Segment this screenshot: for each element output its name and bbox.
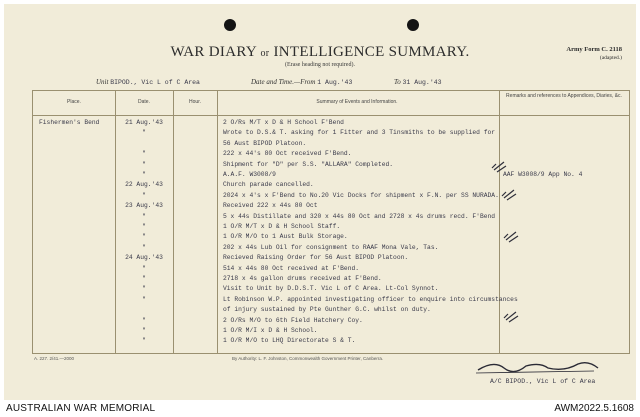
diary-row: [33, 306, 629, 316]
diary-table: [32, 90, 630, 354]
form-label: Army Form C. 2118: [566, 46, 622, 53]
diary-row: [33, 150, 629, 160]
title-war-diary: WAR DIARY: [170, 44, 257, 60]
army-form-number: [566, 46, 622, 62]
entry-date: ": [142, 285, 146, 293]
diary-row: [33, 244, 629, 254]
entry-summary: 1 O/R M/O to 1 Aust Bulk Storage.: [223, 233, 348, 241]
diary-row: [33, 254, 629, 264]
entry-summary: 2024 x 4's x F'Bend to No.20 Vic Docks for shipment x F.N. per SS NURADA.: [223, 191, 499, 199]
entry-date: ": [142, 129, 146, 137]
entry-date: 24 Aug.'43: [125, 254, 163, 262]
entry-date: ": [142, 233, 146, 241]
header-place: Place.: [67, 99, 81, 105]
entry-date: ": [142, 160, 146, 168]
diary-row: [33, 223, 629, 233]
unit-value: BIPOD., Vic L of C Area: [110, 79, 200, 86]
diary-row: [33, 129, 629, 139]
entry-date: 23 Aug.'43: [125, 202, 163, 210]
entry-summary: Shipment for "D" per S.S. "ALLARA" Completed.: [223, 160, 394, 168]
diary-row: [33, 213, 629, 223]
entry-summary: 1 O/R M/I x D & H School.: [223, 327, 318, 334]
unit-label: Unit: [96, 78, 109, 86]
entry-summary: 1 O/R M/O to LHQ Directorate S & T.: [223, 337, 356, 345]
tick-mark-icon: [491, 161, 507, 173]
archive-caption-bar: [0, 401, 640, 417]
document-subtitle: (Erase heading not required).: [285, 62, 355, 68]
document-title: [4, 44, 636, 61]
title-or: or: [260, 48, 270, 59]
entry-summary: 1 O/R M/T x D & H School Staff.: [223, 223, 341, 230]
entry-place: Fishermen's Bend: [39, 119, 100, 126]
entry-date: ": [142, 264, 146, 272]
diary-row: [33, 275, 629, 285]
diary-row: [33, 119, 629, 129]
diary-row: [33, 140, 629, 150]
entry-date: ": [142, 275, 146, 282]
diary-row: [33, 171, 629, 181]
entry-date: ": [142, 212, 146, 220]
entry-summary: 2718 x 4s gallon drums received at F'Bend.: [223, 275, 382, 282]
entry-date: ": [142, 337, 146, 345]
date-to-value: 31 Aug.'43: [402, 79, 442, 86]
archive-name: AUSTRALIAN WAR MEMORIAL: [6, 403, 156, 414]
entry-date: ": [142, 327, 146, 334]
date-line: [251, 78, 352, 86]
entry-summary: 5 x 44s Distillate and 320 x 44s 80 Oct and 2728 x 4s drums recd. F'Bend: [223, 212, 496, 220]
entry-date: ": [142, 316, 146, 324]
tick-mark-icon: [503, 231, 519, 243]
tick-mark-icon: [503, 311, 519, 323]
form-sub: (adapted.): [599, 55, 622, 61]
entry-summary: 2 O/Rs M/T x D & H School F'Bend: [223, 119, 344, 126]
entry-summary: 202 x 44s Lub Oil for consignment to RAAF Mona Vale, Tas.: [223, 243, 439, 251]
date-from-label: Date and Time.—From: [251, 78, 316, 86]
date-from-value: 1 Aug.'43: [317, 79, 353, 86]
entry-date: ": [142, 171, 146, 178]
footer-form-code: A. 227. 2/41.—2000: [34, 356, 75, 361]
punch-hole-left: [224, 19, 236, 31]
entry-summary: 56 Aust BIPOD Platoon.: [223, 139, 307, 147]
header-hour: Hour.: [189, 99, 201, 105]
header-remarks: Remarks and references to Appendices, Diaries, &c.: [506, 93, 622, 99]
diary-row: [33, 296, 629, 306]
tick-mark-icon: [501, 189, 517, 201]
entry-summary: Lt Robinson W.P. appointed investigating officer to enquire into circumstances: [223, 295, 518, 303]
table-header: [33, 91, 629, 116]
entry-summary: 2 O/Rs M/O to 6th Field Hatchery Coy.: [223, 316, 363, 324]
signature-title: A/C BIPOD., Vic L of C Area: [490, 378, 596, 385]
entry-summary: Wrote to D.S.& T. asking for 1 Fitter and 3 Tinsmiths to be supplied for: [223, 129, 496, 137]
footer-printer: By Authority: L. F. Johnston, Commonwealth Government Printer, Canberra.: [232, 356, 384, 361]
entry-summary: Church parade cancelled.: [223, 181, 314, 189]
entry-summary: 222 x 44's 80 Oct received F'Bend.: [223, 150, 352, 158]
header-date: Date.: [138, 99, 150, 105]
entry-date: ": [142, 191, 146, 199]
diary-row: [33, 202, 629, 212]
diary-row: [33, 192, 629, 202]
diary-row: [33, 181, 629, 191]
entry-date: ": [142, 295, 146, 303]
diary-row: [33, 233, 629, 243]
entry-date: 22 Aug.'43: [125, 181, 163, 189]
entry-summary: 514 x 44s 80 Oct received at F'Bend.: [223, 264, 360, 272]
entry-date: 21 Aug.'43: [125, 119, 163, 126]
diary-row: [33, 265, 629, 275]
diary-row: [33, 161, 629, 171]
archive-reference: AWM2022.5.1608: [554, 403, 634, 414]
entry-date: ": [142, 243, 146, 251]
diary-row: [33, 327, 629, 337]
punch-hole-right: [407, 19, 419, 31]
diary-row: [33, 337, 629, 347]
entry-summary: of injury sustained by Pte Gunther G.C. whilst on duty.: [223, 306, 431, 314]
entry-summary: Recieved Raising Order for 56 Aust BIPOD Platoon.: [223, 254, 409, 262]
handwritten-signature: [474, 356, 604, 376]
date-to-line: [394, 78, 442, 86]
entry-summary: Visit to Unit by D.D.S.T. Vic L of C Area. Lt-Col Synnot.: [223, 285, 439, 293]
diary-sheet: [4, 4, 636, 400]
entry-summary: Received 222 x 44s 80 Oct: [223, 202, 318, 210]
entry-date: ": [142, 223, 146, 230]
diary-row: [33, 285, 629, 295]
header-summary: Summary of Events and Information.: [316, 99, 398, 105]
entry-summary: A.A.F. W3008/9: [223, 171, 276, 178]
entry-remark: AAF W3008/9 App No. 4: [503, 171, 583, 178]
diary-row: [33, 317, 629, 327]
date-to-label: To: [394, 78, 401, 86]
title-intelligence-summary: INTELLIGENCE SUMMARY.: [273, 44, 470, 60]
entry-date: ": [142, 150, 146, 158]
unit-line: [96, 78, 200, 86]
